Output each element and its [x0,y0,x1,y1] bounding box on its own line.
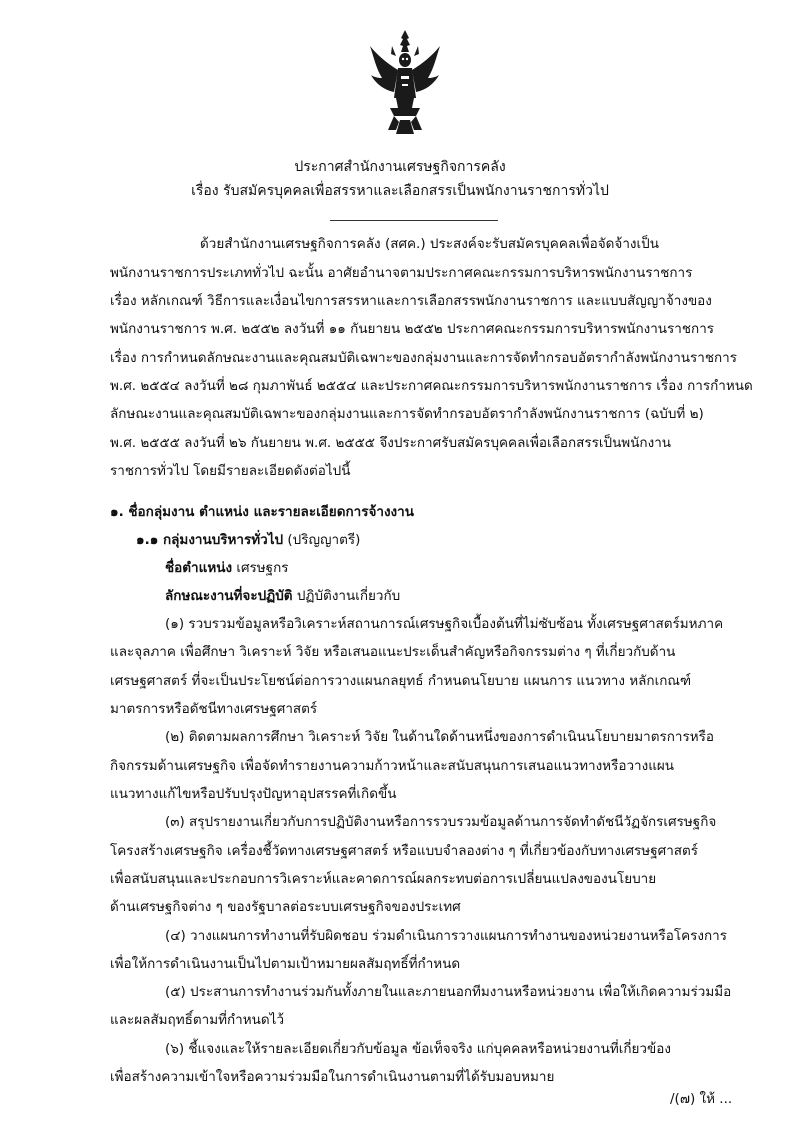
subsection-heading [136,531,360,550]
duty-value: ปฏิบัติงานเกี่ยวกับ [292,588,401,604]
duty-item-line: เพื่อสร้างความเข้าใจหรือความร่วมมือในการดำเนินงานตามที่ได้รับมอบหมาย [110,1069,555,1085]
duty-item-line: (๑) รวบรวมข้อมูลหรือวิเคราะห์สถานการณ์เศรษฐกิจเบื้องต้นที่ไม่ซับซ้อน ทั้งเศรษฐศาสตร์มหภาค [165,616,724,632]
duty-item-line: แนวทางแก้ไขหรือปรับปรุงปัญหาอุปสรรคที่เกิดขึ้น [110,786,397,802]
intro-line: พนักงานราชการประเภททั่วไป ฉะนั้น อาศัยอำนาจตามประกาศคณะกรรมการบริหารพนักงานราชการ [110,265,693,281]
continuation-note: /(๗) ให้ ... [670,1091,733,1107]
duty-item-line: และจุลภาค เพื่อศึกษา วิเคราะห์ วิจัย หรือเสนอแนะประเด็นสำคัญหรือกิจกรรมต่าง ๆ ที่เกี่ยวกับด้าน [110,644,676,660]
subsection-number: ๑.๑ [136,532,163,548]
duty-item-line: (๕) ประสานการทำงานร่วมกันทั้งภายในและภายนอกทีมงานหรือหน่วยงาน เพื่อให้เกิดความร่วมมือ [165,984,732,1000]
duty-item-line: มาตรการหรือดัชนีทางเศรษฐศาสตร์ [110,701,318,717]
intro-line: เรื่อง หลักเกณฑ์ วิธีการและเงื่อนไขการสรรหาและการเลือกสรรพนักงานราชการ และแบบสัญญาจ้างของ [110,293,712,309]
position-line [165,559,289,578]
title-divider [330,220,498,221]
duty-item-line: เพื่อสนับสนุนและประกอบการวิเคราะห์และคาดการณ์ผลกระทบต่อการเปลี่ยนแปลงของนโยบาย [110,871,657,887]
subsection-group: กลุ่มงานบริหารทั่วไป [162,532,284,548]
intro-line: ลักษณะงานและคุณสมบัติเฉพาะของกลุ่มงานและการจัดทำกรอบอัตรากำลังพนักงานราชการ (ฉบับที่ ๒) [110,406,704,422]
intro-line: ด้วยสำนักงานเศรษฐกิจการคลัง (สศค.) ประสงค์จะรับสมัครบุคคลเพื่อจัดจ้างเป็น [200,236,659,252]
duty-line [165,587,400,606]
duty-item-line: โครงสร้างเศรษฐกิจ เครื่องชี้วัดทางเศรษฐศาสตร์ หรือแบบจำลองต่าง ๆ ที่เกี่ยวข้องกับทางเศรษฐศาสตร์ [110,843,699,859]
section-heading: ๑. ชื่อกลุ่มงาน ตำแหน่ง และรายละเอียดการจ้างงาน [110,504,414,520]
duty-item-line: กิจกรรมด้านเศรษฐกิจ เพื่อจัดทำรายงานความก้าวหน้าและสนับสนุนการเสนอแนวทางหรือวางแผน [110,758,675,774]
intro-line: เรื่อง การกำหนดลักษณะงานและคุณสมบัติเฉพาะของกลุ่มงานและการจัดทำกรอบอัตรากำลังพนักงานราชการ [110,350,738,366]
duty-item-line: (๔) วางแผนการทำงานที่รับผิดชอบ ร่วมดำเนินการวางแผนการทำงานของหน่วยงานหรือโครงการ [165,928,728,944]
position-value: เศรษฐกร [232,560,289,576]
intro-line: พ.ศ. ๒๕๕๔ ลงวันที่ ๒๘ กุมภาพันธ์ ๒๕๕๔ และประกาศคณะกรรมการบริหารพนักงานราชการ เรื่อง การกำหนด [110,378,753,394]
document-subject: เรื่อง รับสมัครบุคคลเพื่อสรรหาและเลือกสรรเป็นพนักงานราชการทั่วไป [191,183,609,199]
duty-label: ลักษณะงานที่จะปฏิบัติ [165,588,293,604]
intro-line: ราชการทั่วไป โดยมีรายละเอียดดังต่อไปนี้ [110,463,351,479]
duty-item-line: (๒) ติดตามผลการศึกษา วิเคราะห์ วิจัย ในด้านใดด้านหนึ่งของการดำเนินนโยบายมาตรการหรือ [165,729,715,745]
duty-item-line: (๓) สรุปรายงานเกี่ยวกับการปฏิบัติงานหรือการรวบรวมข้อมูลด้านการจัดทำดัชนีวัฏจักรเศรษฐกิจ [165,814,717,830]
duty-item-line: เศรษฐศาสตร์ ที่จะเป็นประโยชน์ต่อการวางแผนกลยุทธ์ กำหนดนโยบาย แผนการ แนวทาง หลักเกณฑ์ [110,673,692,689]
duty-item-line: (๖) ชี้แจงและให้รายละเอียดเกี่ยวกับข้อมูล ข้อเท็จจริง แก่บุคคลหรือหน่วยงานที่เกี่ยวข้อง [165,1041,671,1057]
duty-item-line: และผลสัมฤทธิ์ตามที่กำหนดไว้ [110,1012,285,1028]
intro-line: พนักงานราชการ พ.ศ. ๒๕๕๒ ลงวันที่ ๑๑ กันยายน ๒๕๕๒ ประกาศคณะกรรมการบริหารพนักงานราชการ [110,321,715,337]
garuda-emblem-icon [368,28,442,138]
duty-item-line: ด้านเศรษฐกิจต่าง ๆ ของรัฐบาลต่อระบบเศรษฐกิจของประเทศ [110,899,461,915]
duty-item-line: เพื่อให้การดำเนินงานเป็นไปตามเป้าหมายผลสัมฤทธิ์ที่กำหนด [110,956,461,972]
document-title: ประกาศสำนักงานเศรษฐกิจการคลัง [294,159,506,175]
intro-line: พ.ศ. ๒๕๕๕ ลงวันที่ ๒๖ กันยายน พ.ศ. ๒๕๕๕ จึงประกาศรับสมัครบุคคลเพื่อเลือกสรรเป็นพนักงาน [110,435,672,451]
position-label: ชื่อตำแหน่ง [165,560,233,576]
subsection-level: (ปริญญาตรี) [283,532,361,548]
